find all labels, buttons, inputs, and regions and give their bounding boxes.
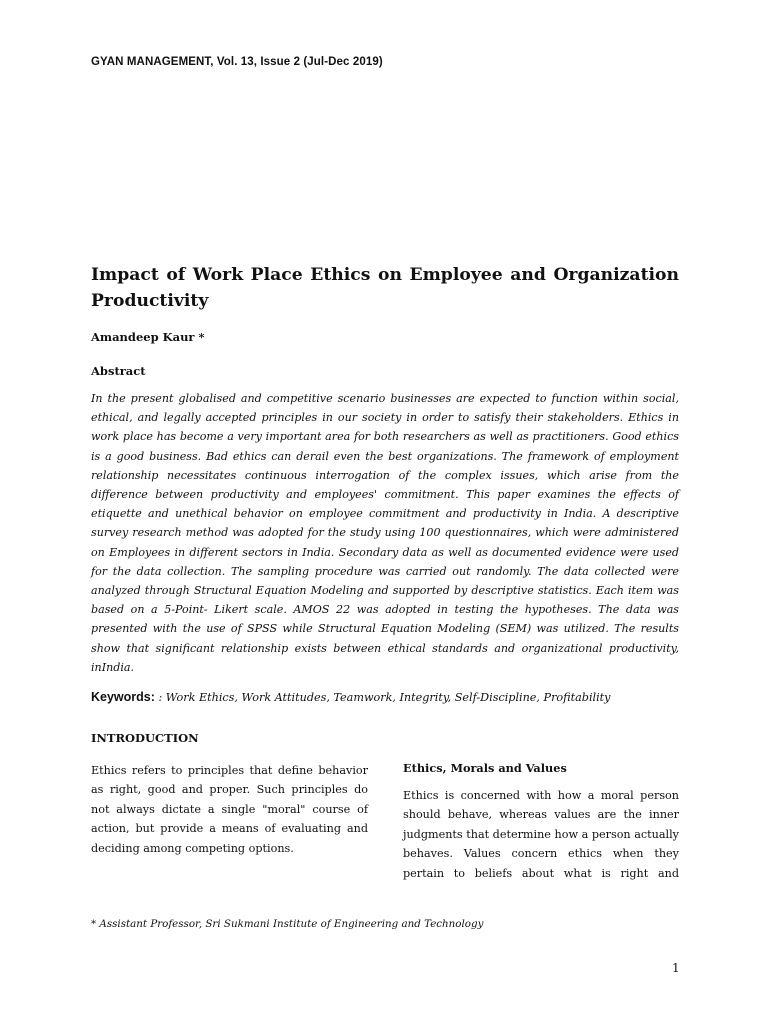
abstract-body: In the present globalised and competitive scenario businesses are expected to function within social, ethical, and legally accepted principles in our society in order to satisfy their stakeholders. Ethics in work place has become a very important area for both researchers as well as practitioners. Good ethics is a good business. Bad ethics can derail even the best organizations. The framework of employment relationship necessitates continuous interrogation of the complex issues, which arise from the difference between productivity and employees' commitment. This paper examines the effects of etiquette and unethical behavior on employee commitment and productivity in India. A descriptive survey research method was adopted for the study using 100 questionnaires, which were administered on Employees in different sectors in India. Secondary data as well as documented evidence were used for the data collection. The sampling procedure was carried out randomly. The data collected were analyzed through Structural Equation Modeling and supported by descriptive statistics. Each item was based on a 5-Point- Likert scale. AMOS 22 was adopted in testing the hypotheses. The data was presented with the use of SPSS while Structural Equation Modeling (SEM) was utilized. The results show that significant relationship exists between ethical standards and organizational productivity, inIndia. [91,392,679,674]
ethics-morals-values-paragraph: Ethics is concerned with how a moral person should behave, whereas values are the inner judgments that determine how a person actually behaves. Values concern ethics when they pertain to beliefs about what is right and [403,789,679,880]
author-footnote: * Assistant Professor, Sri Sukmani Institute of Engineering and Technology [91,918,484,930]
ethics-morals-values-heading: Ethics, Morals and Values [403,761,567,775]
article-title: Impact of Work Place Ethics on Employee and Organization Productivity [91,265,679,311]
keywords-text: : Work Ethics, Work Attitudes, Teamwork, Integrity, Self-Discipline, Profitability [154,691,611,704]
journal-header: GYAN MANAGEMENT, Vol. 13, Issue 2 (Jul-Dec 2019) [91,56,383,68]
author-name: Amandeep Kaur * [91,330,205,344]
introduction-paragraph: Ethics refers to principles that define behavior as right, good and proper. Such principles do not always dictate a single "moral" course of action, but provide a means of evaluating and deciding among competing options. [91,764,368,855]
keywords-label: Keywords: [91,690,155,704]
introduction-heading: INTRODUCTION [91,731,199,745]
page-number: 1 [672,961,680,975]
abstract-heading: Abstract [91,364,146,378]
keywords-line [91,690,691,704]
